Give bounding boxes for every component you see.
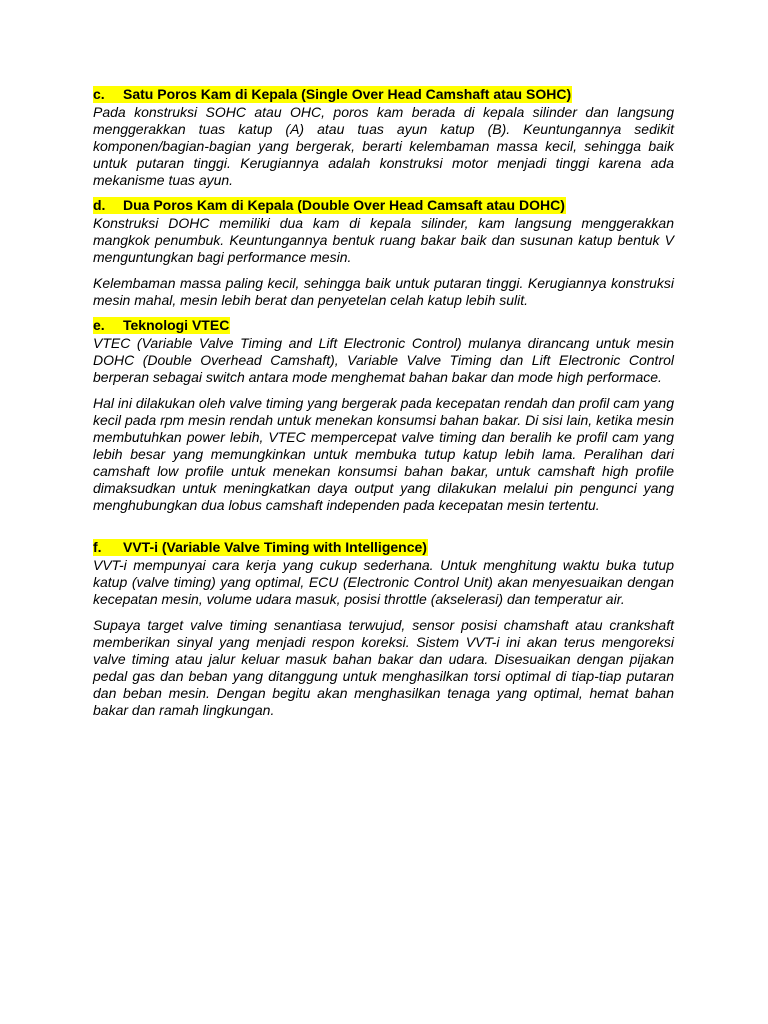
paragraph: Hal ini dilakukan oleh valve timing yang bergerak pada kecepatan rendah dan profil cam yang kecil pada rpm mesin rendah untuk menekan konsumsi bahan bakar. Di sisi lain, ketika mesin membutuhkan power lebih, VTEC mempercepat valve timing dan beralih ke profil cam yang lebih besar yang memungkinkan untuk membuka tutup katup lebih lama. Peralihan dari camshaft low profile untuk menekan konsumsi bahan bakar, untuk camshaft high profile dimaksudkan untuk meningkatkan daya output yang dilakukan melalui pin pengunci yang menghubungkan dua lobus camshaft independen pada kecepatan mesin tertentu. xyxy=(93,395,674,513)
section-heading-vvti xyxy=(93,539,428,556)
document-page xyxy=(93,86,674,719)
section-letter: e. xyxy=(93,317,105,333)
section-title: Teknologi VTEC xyxy=(123,317,230,333)
section-letter: d. xyxy=(93,197,106,213)
paragraph: VVT-i mempunyai cara kerja yang cukup sederhana. Untuk menghitung waktu buka tutup katup (valve timing) yang optimal, ECU (Electronic Control Unit) akan menyesuaikan dengan kecepatan mesin, volume udara masuk, posisi throttle (akselerasi) dan temperatur air. xyxy=(93,557,674,607)
section-vtec xyxy=(93,317,674,514)
paragraph: Pada konstruksi SOHC atau OHC, poros kam berada di kepala silinder dan langsung menggerakkan tuas katup (A) atau tuas ayun katup (B). Keuntungannya sedikit komponen/bagian-bagian yang bergerak, berarti kelembaman massa kecil, sehingga baik untuk putaran tinggi. Kerugiannya adalah konstruksi motor menjadi tinggi karena ada mekanisme tuas ayun. xyxy=(93,104,674,188)
section-title: Dua Poros Kam di Kepala (Double Over Head Camsaft atau DOHC) xyxy=(123,197,565,213)
section-title: VVT-i (Variable Valve Timing with Intelligence) xyxy=(123,539,427,555)
section-letter: f. xyxy=(93,539,102,555)
section-vvti xyxy=(93,539,674,719)
section-letter: c. xyxy=(93,86,105,102)
paragraph: Supaya target valve timing senantiasa terwujud, sensor posisi chamshaft atau crankshaft memberikan sinyal yang menjadi respon koreksi. Sistem VVT-i ini akan terus mengoreksi valve timing atau jalur keluar masuk bahan bakar dan udara. Disesuaikan dengan pijakan pedal gas dan beban yang ditanggung untuk menghasilkan torsi optimal di tiap-tiap putaran dan beban mesin. Dengan begitu akan menghasilkan tenaga yang optimal, hemat bahan bakar dan ramah lingkungan. xyxy=(93,617,674,718)
paragraph: Konstruksi DOHC memiliki dua kam di kepala silinder, kam langsung menggerakkan mangkok penumbuk. Keuntungannya bentuk ruang bakar baik dan susunan katup bentuk V menguntungkan bagi performance mesin. xyxy=(93,215,674,265)
paragraph: VTEC (Variable Valve Timing and Lift Electronic Control) mulanya dirancang untuk mesin DOHC (Double Overhead Camshaft), Variable Valve Timing dan Lift Electronic Control berperan sebagai switch antara mode menghemat bahan bakar dan mode high performace. xyxy=(93,335,674,385)
paragraph: Kelembaman massa paling kecil, sehingga baik untuk putaran tinggi. Kerugiannya konstruksi mesin mahal, mesin lebih berat dan penyetelan celah katup lebih sulit. xyxy=(93,275,674,308)
section-heading-sohc xyxy=(93,86,572,103)
section-heading-vtec xyxy=(93,317,230,334)
section-heading-dohc xyxy=(93,197,566,214)
section-title: Satu Poros Kam di Kepala (Single Over Head Camshaft atau SOHC) xyxy=(123,86,572,102)
section-dohc xyxy=(93,197,674,309)
section-sohc xyxy=(93,86,674,189)
